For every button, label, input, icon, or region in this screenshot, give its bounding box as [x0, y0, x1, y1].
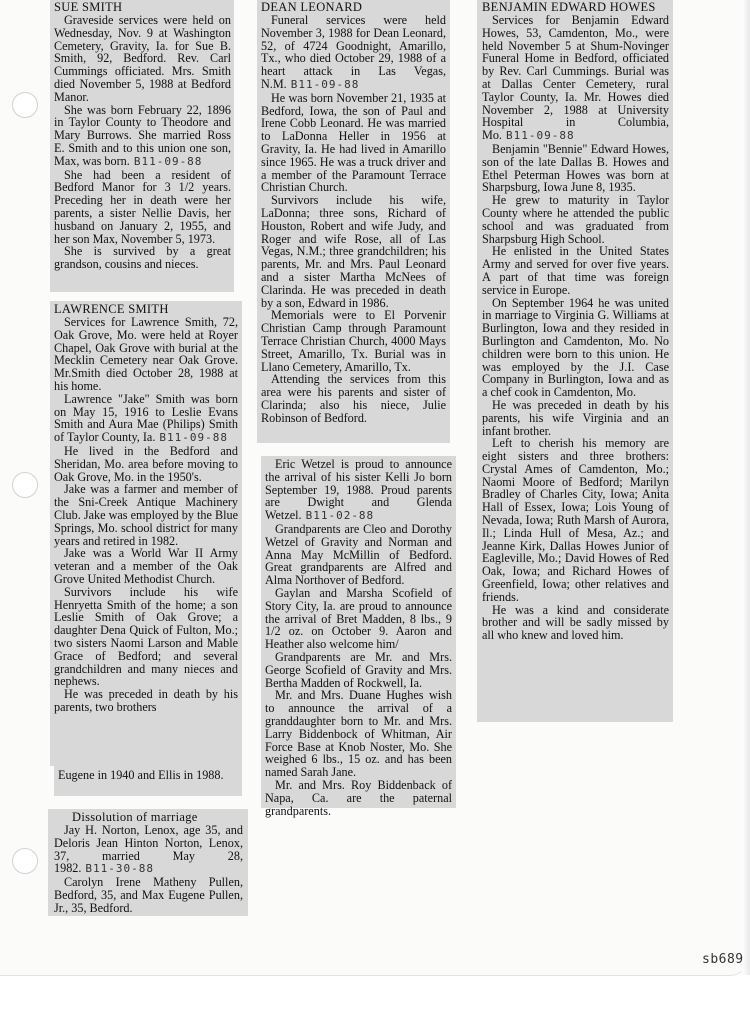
obituary-paragraph: Left to cherish his memory are eight sisters and three brothers: Crystal Ames of Camdenton, Mo.; Naomi Moore of Bedford; Marilyn Bradley of Charles City, Iowa; Anita Hall of Essex, Iowa; Lois Young of Nevada, Iowa; Ruth Marsh of Aurora, Il.; Linda Hull of Mesa, Az.; and Jeanne Kirk, Dallas Howes Junior of Eagleville, Mo.; David Howes of Red Oak, Iowa; and Richard Howes of Greenfield, Iowa; other relatives and friends.: [482, 436, 669, 604]
handwritten-date: B11-30-88: [85, 862, 155, 876]
handwritten-date: B11-09-88: [290, 77, 360, 91]
obituary-paragraph: He was a kind and considerate brother and will be sadly missed by all who knew and loved him.: [482, 602, 669, 643]
clipping-lawrence-smith: [50, 301, 242, 766]
clipping-dissolution-of-marriage: [48, 809, 248, 916]
notice-paragraph: Jay H. Norton, Lenox, age 35, and Deloris Jean Hinton Norton, Lenox, 37, married May 28, 1982. B11-30-88: [54, 823, 243, 876]
handwritten-date: B11-09-88: [133, 154, 203, 168]
binder-hole-top: [12, 92, 38, 118]
obituary-paragraph: He enlisted in the United States Army and served for over five years. A part of that time was foreign service in Europe.: [482, 244, 669, 297]
obituary-paragraph: Survivors include his wife Henryetta Smith of the home; a son Leslie Smith of Oak Grove; a daughter Dena Quick of Fulton, Mo.; two sisters Naomi Larson and Mable Grace of Bedford; and several grandchildren and many nieces and nephews.: [54, 584, 238, 689]
obituary-paragraph: Memorials were to El Porvenir Christian Camp through Paramount Terrace Christian Church, 4000 Mays Street, Amarillo, Tx. Burial was in Llano Cemetery, Amarillo, Tx.: [261, 308, 446, 374]
obituary-paragraph: She was born February 22, 1896 in Taylor County to Theodore and Mary Burrows. She married Ross E. Smith and to this union one son, Max, was born. B11-09-88: [54, 102, 231, 168]
clipping-benjamin-edward-howes: [477, 0, 673, 722]
binder-hole-middle: [12, 472, 38, 498]
notice-paragraph: Carolyn Irene Matheny Pullen, Bedford, 35, and Max Eugene Pullen, Jr., 35, Bedford.: [54, 875, 243, 915]
obituary-heading: BENJAMIN EDWARD HOWES: [482, 0, 656, 14]
obituary-paragraph: Benjamin "Bennie" Edward Howes, son of the late Dallas B. Howes and Ethel Peterman Howes was born at Sharpsburg, Iowa June 8, 1935.: [482, 141, 669, 195]
handwritten-date: B11-09-88: [159, 431, 228, 445]
obituary-paragraph: On September 1964 he was united in marriage to Virginia G. Williams at Burlington, Iowa and they resided in Burlington and Camdenton, Mo. No children were born to this union. He was employed by the J.I. Case Company in Burlington, Iowa and as a chef cook in Camdenton, Mo.: [482, 295, 669, 400]
clipping-lawrence-smith-continued: [54, 766, 242, 796]
obituary-paragraph: Graveside services were held on Wednesday, Nov. 9 at Washington Cemetery, Gravity, Ia. for Sue B. Smith, 92, Bedford. Rev. Carl Cummings officiated. Mrs. Smith died November 5, 1988 at Bedford Manor.: [54, 13, 231, 104]
obituary-paragraph: Jake was a farmer and member of the Sni-Creek Antique Machinery Club. Jake was employed by the Blue Springs, Mo. school district for many years and retired in 1982.: [54, 482, 238, 548]
obituary-paragraph: Attending the services from this area were his parents and sister of Clarinda; also his niece, Julie Robinson of Bedford.: [261, 372, 446, 425]
obituary-heading: LAWRENCE SMITH: [54, 302, 169, 316]
obituary-paragraph: Eugene in 1940 and Ellis in 1988.: [58, 768, 224, 782]
obituary-paragraph: Services for Lawrence Smith, 72, Oak Grove, Mo. were held at Royer Chapel, Oak Grove with burial at the Mecklin Cemetery near Oak Grove. Mr.Smith died October 28, 1988 at his home.: [54, 315, 238, 393]
announcement-paragraph: Grandparents are Cleo and Dorothy Wetzel of Gravity and Norman and Anna May McMillin of Bedford. Great grandparents are Alfred and Alma Northover of Bedford.: [265, 521, 452, 588]
obituary-paragraph: Lawrence "Jake" Smith was born on May 15, 1916 to Leslie Evans Smith and Aura Mae (Philips) Smith of Taylor County, Ia. B11-09-88: [54, 391, 238, 445]
announcement-paragraph: Gaylan and Marsha Scofield of Story City, Ia. are proud to announce the arrival of Bret Madden, 8 lbs., 9 1/2 oz. on October 9. Aaron and Heather also welcome him/: [265, 585, 452, 652]
obituary-heading: SUE SMITH: [54, 0, 123, 14]
obituary-paragraph: He grew to maturity in Taylor County where he attended the public school and was graduated from Sharpsburg High School.: [482, 193, 669, 246]
announcement-paragraph: Grandparents are Mr. and Mrs. George Scofield of Gravity and Mrs. Bertha Madden of Rockwell, Ia.: [265, 649, 452, 690]
handwritten-date: B11-09-88: [505, 129, 575, 143]
clipping-birth-announcements: [261, 456, 456, 818]
clipping-sue-smith: [50, 0, 234, 292]
announcement-paragraph: Eric Wetzel is proud to announce the arrival of his sister Kelli Jo born September 19, 1988. Proud parents are Dwight and Glenda Wetzel. B11-02-88: [265, 457, 452, 523]
obituary-paragraph: She is survived by a great grandson, cousins and nieces.: [54, 244, 231, 272]
announcement-paragraph: Mr. and Mrs. Duane Hughes wish to announce the arrival of a granddaughter born to Mr. and Mrs. Larry Biddenbock of Whitman, Air Force Base at Knob Noster, Mo. She weighed 6 lbs., 15 oz. and has been named Sarah Jane.: [265, 688, 452, 780]
obituary-heading: DEAN LEONARD: [261, 0, 363, 14]
obituary-paragraph: Jake was a World War II Army veteran and a member of the Oak Grove United Methodist Church.: [54, 546, 238, 586]
obituary-paragraph: He was preceded in death by his parents, two brothers: [54, 687, 238, 714]
obituary-paragraph: Survivors include his wife, LaDonna; three sons, Richard of Houston, Robert and wife Judy, and Roger and wife Rose, all of Las Vegas, N.M.; three grandchildren; his parents, Mr. and Mrs. Paul Leonard and a sister Martha McNees of Clarinda. He was preceded in death by a son, Edward in 1986.: [261, 193, 446, 310]
obituary-paragraph: She had been a resident of Bedford Manor for 3 1/2 years. Preceding her in death were her parents, a sister Nellie Davis, her husband on January 2, 1955, and her son Max, November 5, 1973.: [54, 167, 231, 246]
obituary-paragraph: He was born November 21, 1935 at Bedford, Iowa, the son of Paul and Irene Cobb Leonard. He was married to LaDonna Heller in 1956 at Gravity, Ia. He had lived in Amarillo since 1965. He was a truck driver and a member of the Paramount Terrace Christian Church.: [261, 90, 446, 195]
announcement-paragraph: Mr. and Mrs. Roy Biddenback of Napa, Ca. are the paternal grandparents.: [265, 777, 452, 818]
obituary-paragraph: He was preceded in death by his parents, his wife Virginia and an infant brother.: [482, 397, 669, 438]
notice-heading: Dissolution of marriage: [72, 810, 198, 824]
obituary-paragraph: He lived in the Bedford and Sheridan, Mo. area before moving to Oak Grove, Mo. in the 1950's.: [54, 443, 238, 484]
page-edge-shadow: [742, 0, 750, 975]
binder-hole-bottom: [12, 848, 38, 874]
handwritten-page-number: sb689: [702, 952, 744, 967]
clipping-dean-leonard: [257, 0, 450, 443]
obituary-paragraph: Funeral services were held November 3, 1988 for Dean Leonard, 52, of 4724 Goodnight, Amarillo, Tx., who died October 29, 1988 of a heart attack in Las Vegas, N.M. B11-09-88: [261, 13, 446, 91]
obituary-paragraph: Services for Benjamin Edward Howes, 53, Camdenton, Mo., were held November 5 at Shum-Novinger Funeral Home in Bedford, officiated by Rev. Carl Cummings. Burial was at Dallas Center Cemetery, rural Taylor County, Ia. Mr. Howes died November 2, 1988 at University Hospital in Columbia, Mo. B11-09-88: [482, 13, 669, 143]
handwritten-date: B11-02-88: [305, 509, 375, 523]
